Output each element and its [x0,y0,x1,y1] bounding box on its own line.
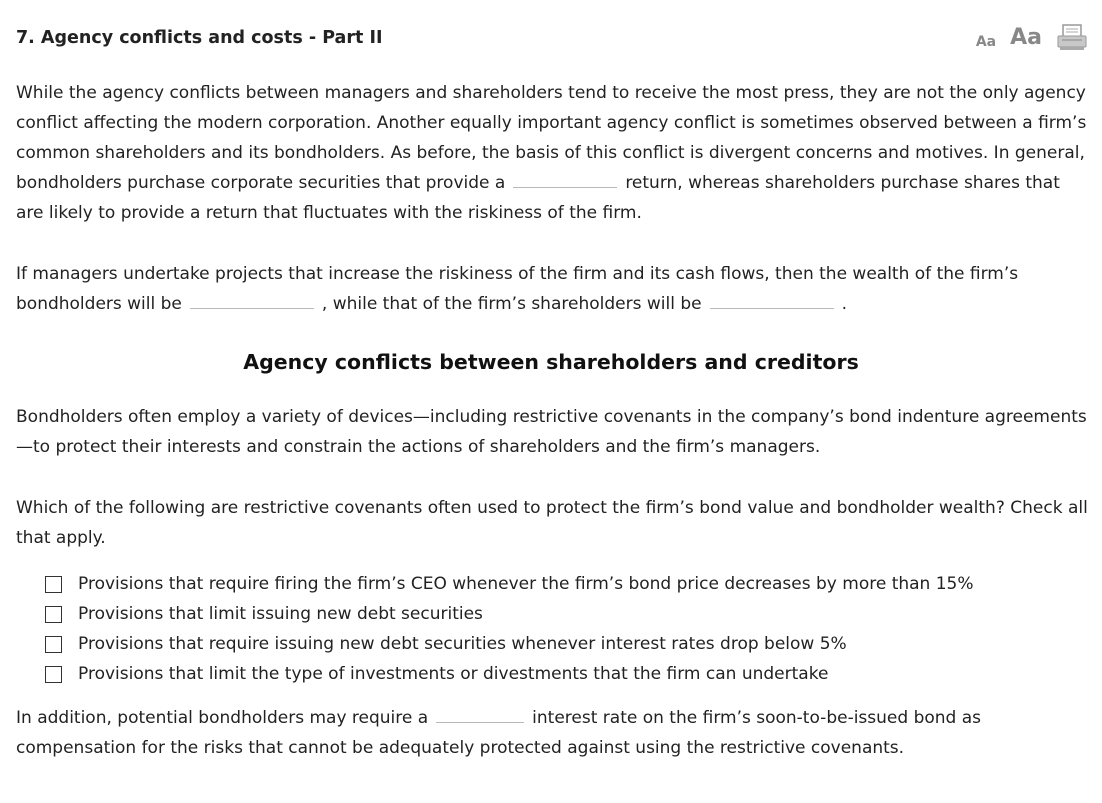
intro-text-2: return, whereas shareholders purchase shares that are likely to provide a return that fluctuates with the riskiness of the firm. [16,173,1060,223]
option-limit-new-debt[interactable] [45,599,974,629]
closing-text-1: In addition, potential bondholders may require a [16,708,429,728]
risk-paragraph [16,259,1091,319]
option-checkbox[interactable] [45,636,62,653]
section-heading: Agency conflicts between shareholders and creditors [243,350,859,374]
option-label: Provisions that require firing the firm’s CEO whenever the firm’s bond price decreases by more than 15% [78,574,974,594]
bondholder-return-dropdown[interactable] [513,173,617,188]
bondholder-wealth-dropdown[interactable] [190,294,314,309]
decrease-font-button[interactable]: Aa [975,34,997,50]
closing-paragraph [16,703,1091,763]
risk-text-3: . [841,294,847,314]
intro-paragraph [16,78,1091,228]
increase-font-button[interactable]: Aa [1010,25,1042,50]
option-checkbox[interactable] [45,576,62,593]
question-title: 7. Agency conflicts and costs - Part II [16,28,383,48]
question-header [16,25,1088,58]
option-label: Provisions that require issuing new debt securities whenever interest rates drop below 5% [78,634,847,654]
shareholder-wealth-dropdown[interactable] [710,294,834,309]
option-label: Provisions that limit the type of investments or divestments that the firm can undertake [78,664,829,684]
option-limit-investments[interactable] [45,659,974,689]
option-checkbox[interactable] [45,666,62,683]
printer-icon[interactable] [1056,24,1088,52]
toolbar [976,24,1088,52]
option-fire-ceo[interactable] [45,569,974,599]
interest-rate-dropdown[interactable] [436,708,524,723]
closing-text-2: interest rate on the firm’s soon-to-be-issued bond as compensation for the risks that cannot be adequately protected against using the restrictive covenants. [16,708,982,758]
option-checkbox[interactable] [45,606,62,623]
risk-text-2: , while that of the firm’s shareholders will be [321,294,702,314]
section-body: Bondholders often employ a variety of devices—including restrictive covenants in the company’s bond indenture agreements—to protect their interests and constrain the actions of shareholders and the firm’s managers. [16,407,1087,457]
question-text: Which of the following are restrictive covenants often used to protect the firm’s bond value and bondholder wealth? Check all that apply. [16,498,1088,548]
option-label: Provisions that limit issuing new debt securities [78,604,483,624]
risk-text-1: If managers undertake projects that increase the riskiness of the firm and its cash flows, then the wealth of the firm’s bondholders will be [16,264,1019,314]
covenant-options [45,569,974,689]
intro-text-1: While the agency conflicts between managers and shareholders tend to receive the most press, they are not the only agency conflict affecting the modern corporation. Another equally important agency conflict is sometimes observed between a firm’s common shareholders and its bondholders. As before, the basis of this conflict is divergent concerns and motives. In general, bondholders purchase corporate securities that provide a [16,83,1087,193]
option-require-new-debt[interactable] [45,629,974,659]
